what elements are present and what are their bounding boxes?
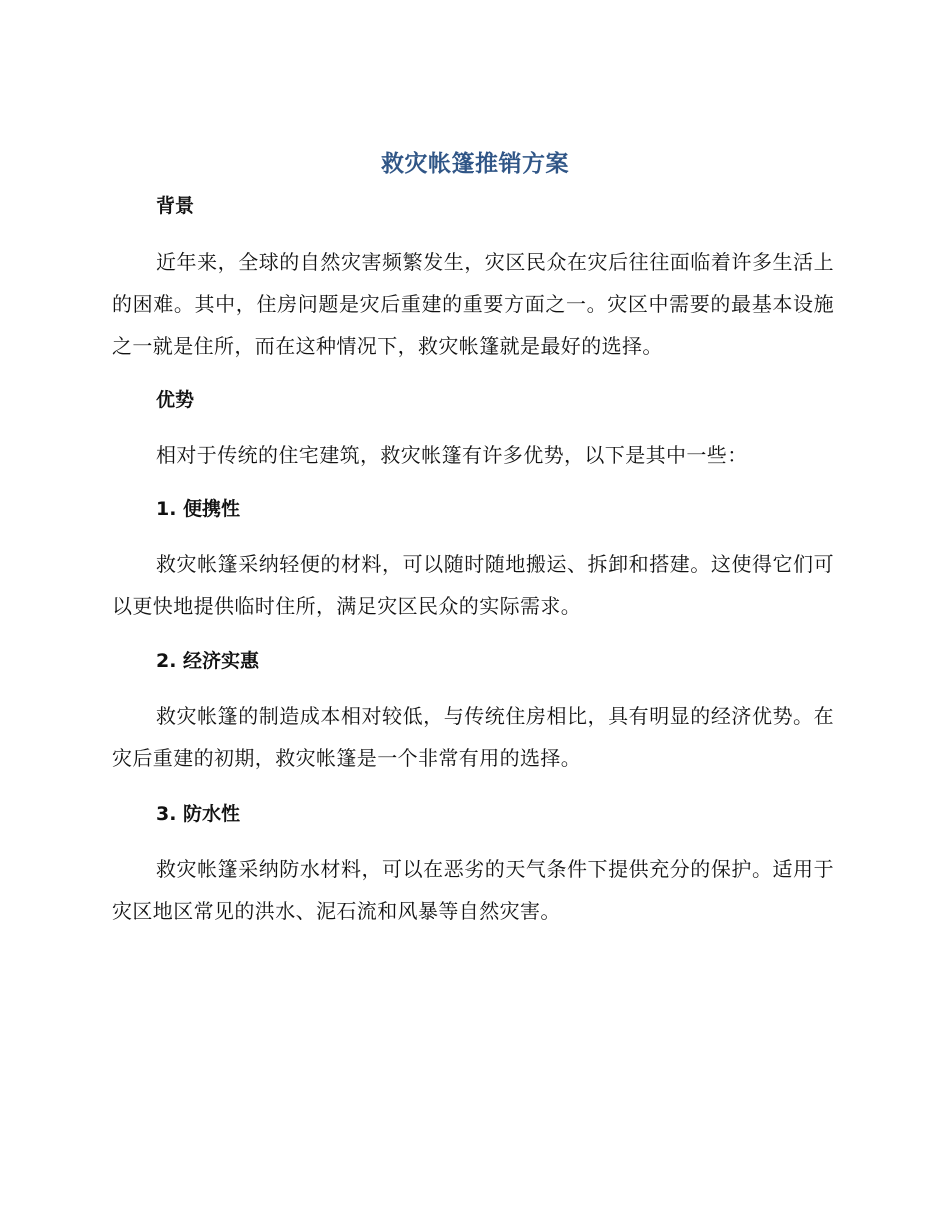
section-paragraph-advantages: 相对于传统的住宅建筑，救灾帐篷有许多优势，以下是其中一些： — [156, 443, 748, 467]
section-heading-economy: 2. 经济实惠 — [156, 650, 260, 672]
section-paragraph-background: 近年来，全球的自然灾害频繁发生，灾区民众在灾后往往面临着许多生活上的困难。其中，住房问题是灾后重建的重要方面之一。灾区中需要的最基本设施之一就是住所，而在这种情况下，救灾帐篷就是最好的选择。 — [112, 250, 834, 358]
document-title: 救灾帐篷推销方案 — [381, 151, 569, 177]
section-heading-portability: 1. 便携性 — [156, 498, 241, 520]
section-heading-background: 背景 — [156, 195, 195, 217]
section-heading-waterproof: 3. 防水性 — [156, 803, 241, 825]
section-paragraph-waterproof: 救灾帐篷采纳防水材料，可以在恶劣的天气条件下提供充分的保护。适用于灾区地区常见的洪水、泥石流和风暴等自然灾害。 — [112, 857, 834, 923]
section-heading-advantages: 优势 — [156, 389, 195, 411]
section-paragraph-economy: 救灾帐篷的制造成本相对较低，与传统住房相比，具有明显的经济优势。在灾后重建的初期，救灾帐篷是一个非常有用的选择。 — [112, 704, 834, 770]
section-paragraph-portability: 救灾帐篷采纳轻便的材料，可以随时随地搬运、拆卸和搭建。这使得它们可以更快地提供临时住所，满足灾区民众的实际需求。 — [112, 552, 834, 618]
